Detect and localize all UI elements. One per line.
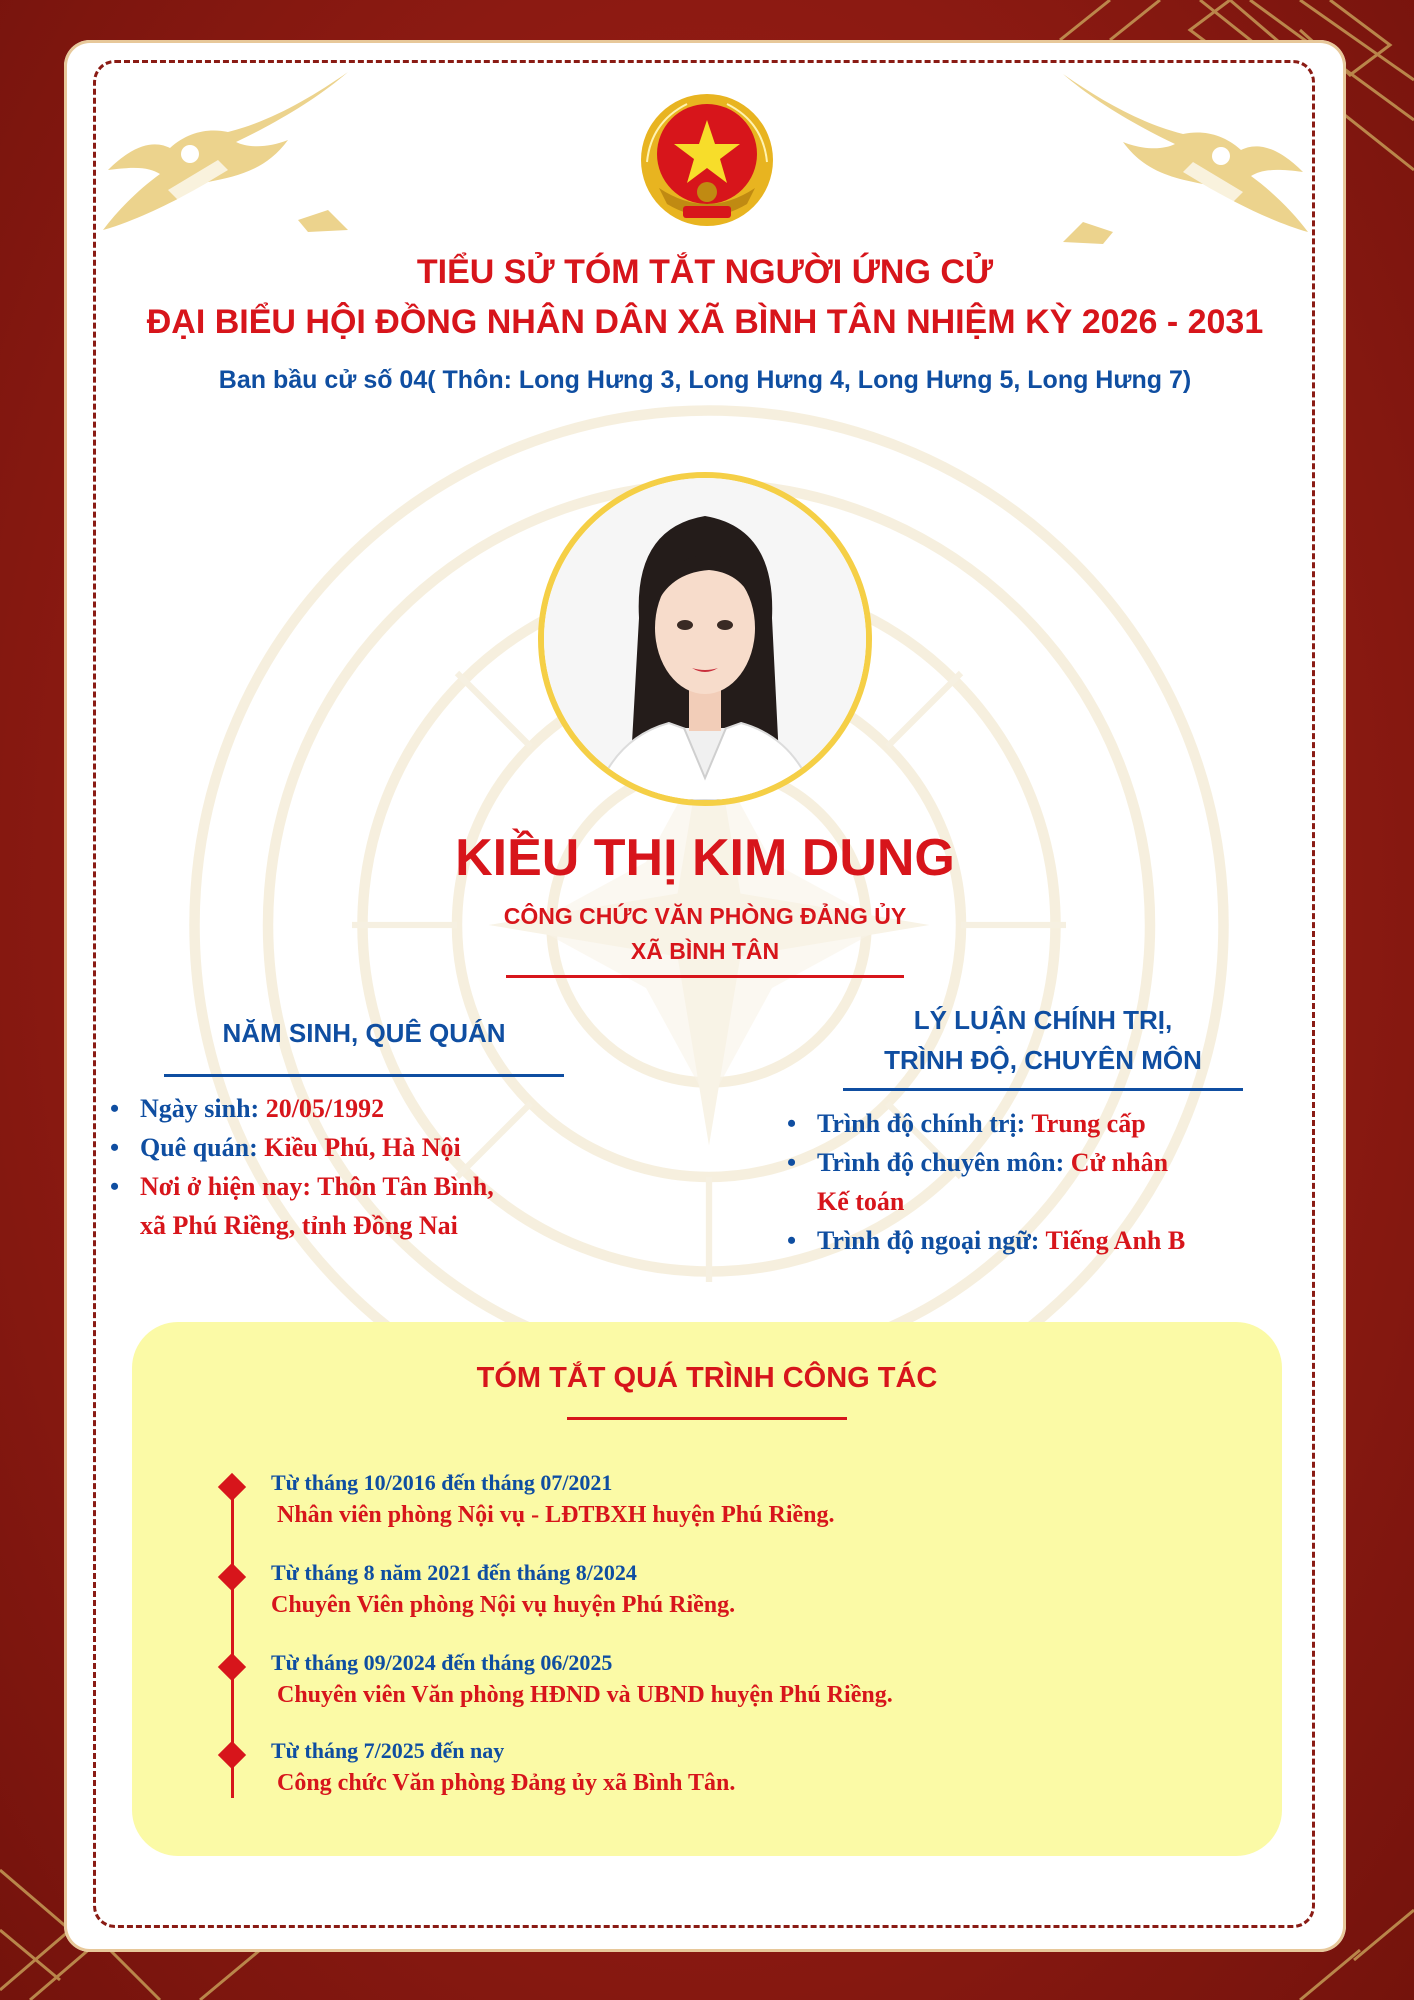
timeline-description: Nhân viên phòng Nội vụ - LĐTBXH huyện Phú Riềng. bbox=[271, 1502, 835, 1528]
lac-bird-right-icon bbox=[1058, 72, 1313, 247]
name-divider bbox=[506, 975, 904, 978]
timeline-description: Công chức Văn phòng Đảng ủy xã Bình Tân. bbox=[271, 1770, 736, 1796]
timeline-period: Từ tháng 8 năm 2021 đến tháng 8/2024 bbox=[271, 1560, 637, 1585]
list-item bbox=[785, 1143, 1245, 1221]
timeline-period: Từ tháng 10/2016 đến tháng 07/2021 bbox=[271, 1470, 613, 1495]
timeline-description: Chuyên Viên phòng Nội vụ huyện Phú Riềng. bbox=[271, 1592, 736, 1618]
professional-level-label: Trình độ chuyên môn: bbox=[817, 1148, 1071, 1177]
residence-value: Thôn Tân Bình, bbox=[317, 1172, 494, 1201]
political-level-label: Trình độ chính trị: bbox=[817, 1109, 1032, 1138]
language-level-label: Trình độ ngoại ngữ: bbox=[817, 1226, 1046, 1255]
birth-date-label: Ngày sinh: bbox=[140, 1094, 266, 1123]
list-item bbox=[785, 1221, 1245, 1260]
hometown-label: Quê quán: bbox=[140, 1133, 265, 1162]
candidate-position-line-2: XÃ BÌNH TÂN bbox=[630, 938, 780, 964]
residence-value-line-2: xã Phú Riềng, tỉnh Đồng Nai bbox=[140, 1211, 458, 1240]
election-unit-subtitle: Ban bầu cử số 04( Thôn: Long Hưng 3, Long Hưng 4, Long Hưng 5, Long Hưng 7) bbox=[218, 366, 1192, 394]
candidate-photo bbox=[538, 472, 872, 806]
education-info-list bbox=[785, 1104, 1245, 1260]
birth-section-heading: NĂM SINH, QUÊ QUÁN bbox=[222, 1018, 506, 1048]
title-line-2: ĐẠI BIỂU HỘI ĐỒNG NHÂN DÂN XÃ BÌNH TÂN NHIỆM KỲ 2026 - 2031 bbox=[146, 303, 1264, 341]
language-level-value: Tiếng Anh B bbox=[1045, 1226, 1186, 1255]
education-heading-line-2: TRÌNH ĐỘ, CHUYÊN MÔN bbox=[884, 1045, 1202, 1075]
list-item bbox=[785, 1104, 1245, 1143]
list-item bbox=[108, 1167, 568, 1245]
timeline-period: Từ tháng 7/2025 đến nay bbox=[271, 1738, 505, 1763]
candidate-name: KIỀU THỊ KIM DUNG bbox=[455, 829, 955, 887]
work-history-title: TÓM TẮT QUÁ TRÌNH CÔNG TÁC bbox=[476, 1362, 938, 1394]
political-level-value: Trung cấp bbox=[1031, 1109, 1146, 1138]
list-item bbox=[108, 1089, 568, 1128]
timeline-period: Từ tháng 09/2024 đến tháng 06/2025 bbox=[271, 1650, 613, 1675]
hometown-value: Kiều Phú, Hà Nội bbox=[264, 1133, 461, 1162]
birth-info-list bbox=[108, 1089, 568, 1245]
birth-section-divider bbox=[164, 1074, 564, 1077]
birth-date-value: 20/05/1992 bbox=[265, 1094, 385, 1123]
national-emblem-icon bbox=[637, 92, 777, 234]
work-history-divider bbox=[567, 1417, 847, 1420]
timeline-description: Chuyên viên Văn phòng HĐND và UBND huyện Phú Riềng. bbox=[271, 1682, 893, 1708]
list-item bbox=[108, 1128, 568, 1167]
education-section-divider bbox=[843, 1088, 1243, 1091]
title-line-1: TIỂU SỬ TÓM TẮT NGƯỜI ỨNG CỬ bbox=[416, 253, 994, 291]
portrait-illustration bbox=[544, 478, 866, 800]
professional-level-value: Cử nhân bbox=[1070, 1148, 1169, 1177]
education-heading-line-1: LÝ LUẬN CHÍNH TRỊ, bbox=[913, 1005, 1173, 1035]
professional-level-value-line-2: Kế toán bbox=[817, 1187, 905, 1216]
lac-bird-left-icon bbox=[98, 70, 353, 235]
residence-label: Nơi ở hiện nay: bbox=[140, 1172, 318, 1201]
candidate-position-line-1: CÔNG CHỨC VĂN PHÒNG ĐẢNG ỦY bbox=[503, 903, 907, 929]
